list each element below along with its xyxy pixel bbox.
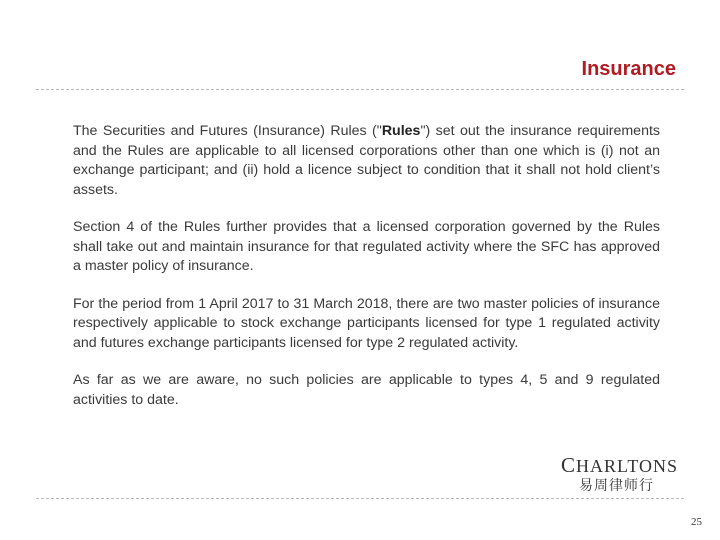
list-item [40, 122, 660, 200]
bullet-text: As far as we are aware, no such policies are applicable to types 4, 5 and 9 regulated activities to date. [73, 372, 660, 408]
bullet-marker-icon [40, 295, 73, 296]
bullet-list [40, 122, 660, 428]
company-logo [561, 455, 681, 496]
list-item [40, 218, 660, 277]
list-item [40, 295, 660, 354]
bullet-marker-icon [40, 371, 73, 372]
page-title: Insurance [581, 58, 676, 80]
page-number: 25 [691, 516, 702, 528]
bullet-marker-icon [40, 218, 73, 219]
bullet-text: Section 4 of the Rules further provides that a licensed corporation governed by the Rules shall take out and maintain insurance for that regulated activity where the SFC has approved a master policy of insurance. [73, 219, 660, 274]
bullet-text: The Securities and Futures (Insurance) Rules ("Rules") set out the insurance requirements and the Rules are applicable to all licensed corporations other than one which is (i) not an exchange participant; and (ii) hold a licence subject to condition that it shall not hold client’s assets. [73, 123, 660, 198]
bullet-text: For the period from 1 April 2017 to 31 March 2018, there are two master policies of insurance respectively applicable to stock exchange participants licensed for type 1 regulated activity and futures exchange participants licensed for type 2 regulated activity. [73, 295, 660, 351]
top-divider [36, 89, 684, 90]
bottom-divider [36, 498, 684, 499]
bold-term: Rules [381, 123, 421, 139]
logo-chinese-name: 易周律师行 [579, 478, 654, 494]
logo-name: CHARLTONS [561, 453, 679, 477]
list-item [40, 371, 660, 410]
bullet-marker-icon [40, 122, 73, 123]
